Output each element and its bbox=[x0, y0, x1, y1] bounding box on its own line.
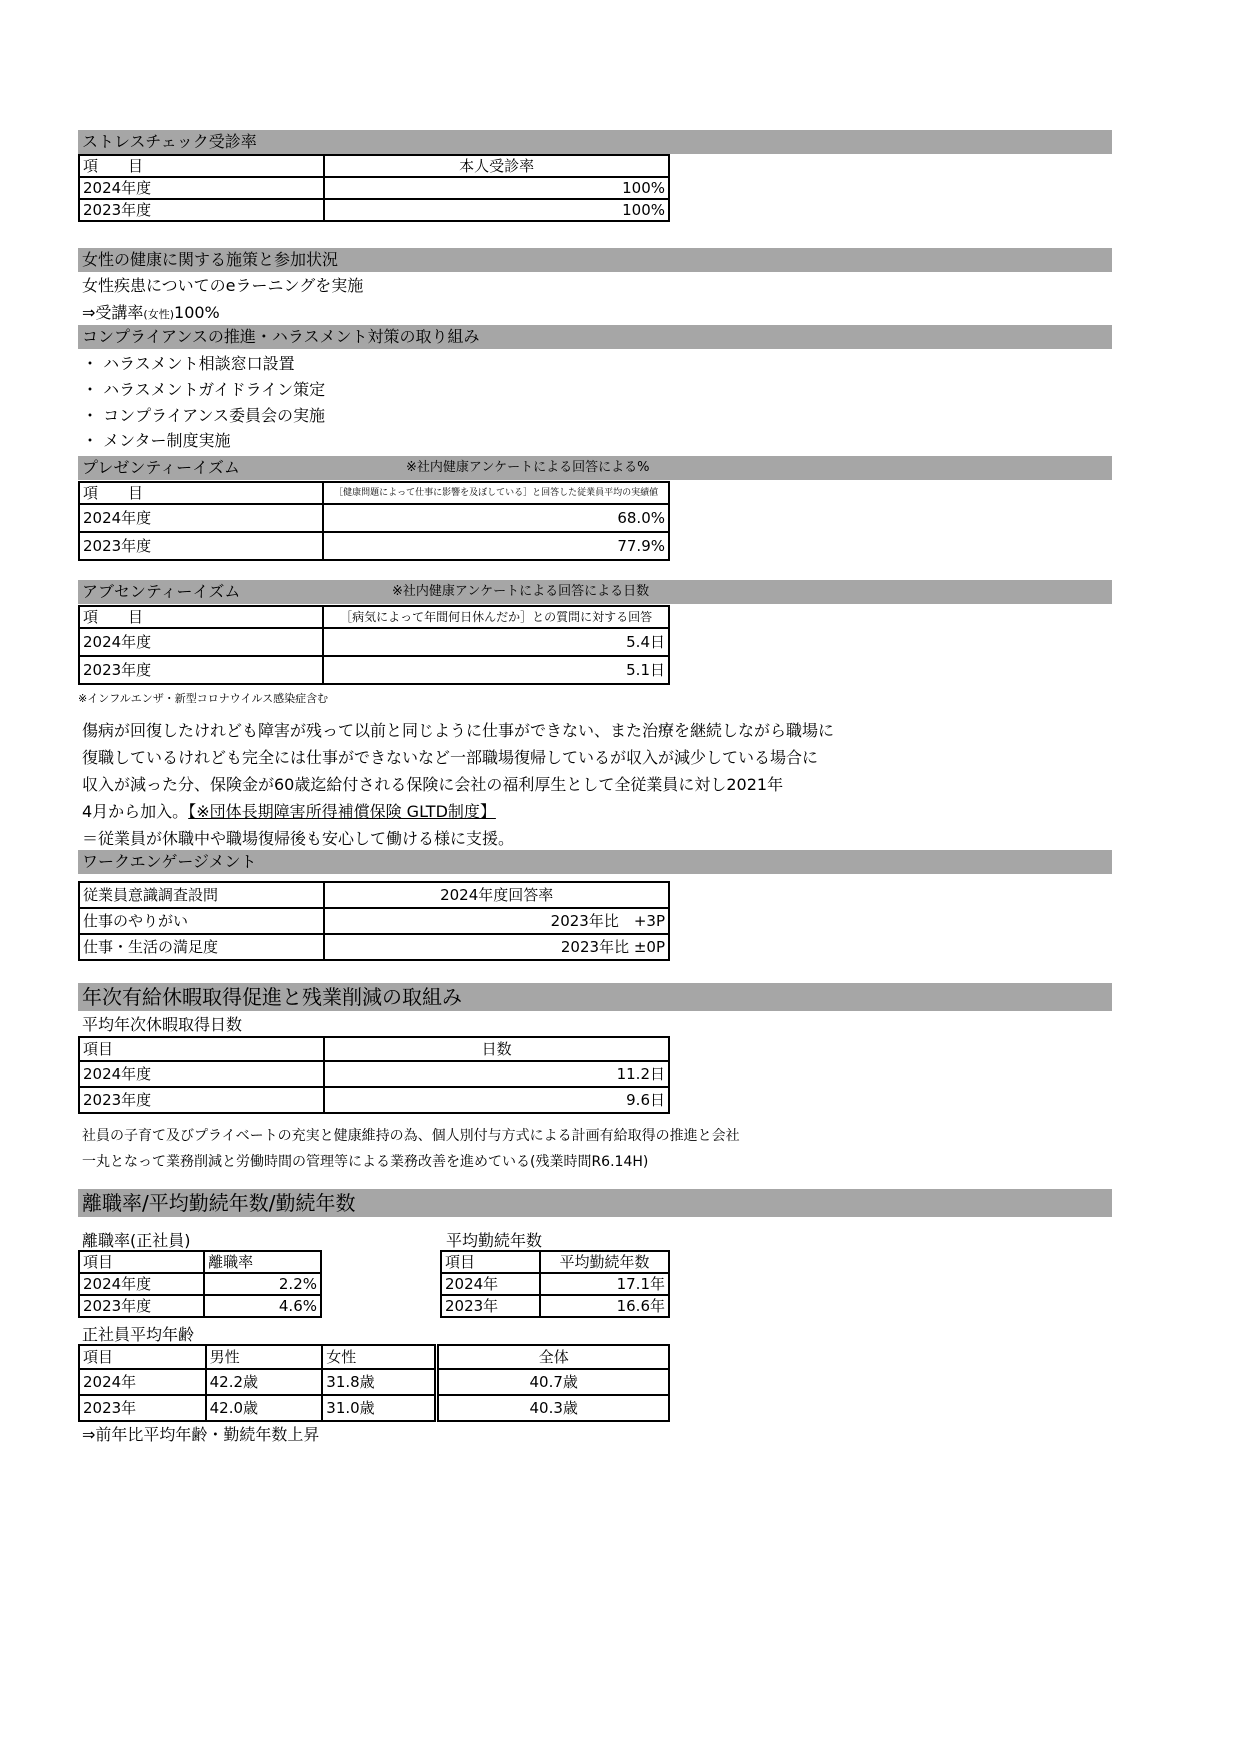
table-cell: 2024年 bbox=[79, 1369, 206, 1395]
table-header-cell: 平均勤続年数 bbox=[540, 1251, 669, 1273]
table-cell: 2024年 bbox=[441, 1273, 540, 1295]
table-cell: 5.4日 bbox=[323, 628, 669, 656]
table-row bbox=[79, 482, 669, 504]
compliance-item: ・ ハラスメントガイドライン策定 bbox=[82, 380, 326, 399]
table-cell: 2023年 bbox=[441, 1295, 540, 1317]
table-cell: 2.2% bbox=[204, 1273, 321, 1295]
tenure-table bbox=[440, 1250, 670, 1318]
table-row bbox=[441, 1295, 669, 1317]
table-row bbox=[79, 1395, 669, 1421]
compliance-item: ・ ハラスメント相談窓口設置 bbox=[82, 354, 295, 373]
engagement-table bbox=[78, 881, 670, 961]
table-header-cell: 項 目 bbox=[79, 155, 324, 177]
table-cell: 2024年度 bbox=[79, 177, 324, 199]
table-cell: 31.8歳 bbox=[322, 1369, 437, 1395]
age-title: 正社員平均年齢 bbox=[82, 1325, 195, 1344]
table-cell: 5.1日 bbox=[323, 656, 669, 684]
table-cell: 仕事のやりがい bbox=[79, 908, 324, 934]
paidleave-table bbox=[78, 1036, 670, 1114]
women-header-text: 女性の健康に関する施策と参加状況 bbox=[82, 250, 339, 269]
women-line-1: 女性疾患についてのeラーニングを実施 bbox=[82, 276, 364, 295]
table-cell: 2023年 bbox=[79, 1395, 206, 1421]
table-row bbox=[79, 532, 669, 560]
table-row bbox=[79, 1087, 669, 1113]
table-cell: 4.6% bbox=[204, 1295, 321, 1317]
table-row bbox=[79, 504, 669, 532]
stress-header-text: ストレスチェック受診率 bbox=[82, 132, 257, 151]
women-line-2 bbox=[82, 300, 220, 327]
paidleave-text-2: 一丸となって業務削減と労働時間の管理等による業務改善を進めている(残業時間R6.14H) bbox=[82, 1154, 649, 1170]
table-row bbox=[79, 628, 669, 656]
table-cell: 11.2日 bbox=[324, 1061, 669, 1087]
presenteeism-note: ※社内健康アンケートによる回答による% bbox=[406, 460, 650, 475]
table-row bbox=[79, 1369, 669, 1395]
table-cell: 2024年度 bbox=[79, 504, 323, 532]
table-header-cell: 日数 bbox=[324, 1037, 669, 1061]
table-row bbox=[79, 1273, 321, 1295]
women-section-header bbox=[78, 248, 1112, 272]
table-cell: 9.6日 bbox=[324, 1087, 669, 1113]
table-cell: 31.0歳 bbox=[322, 1395, 437, 1421]
age-table bbox=[78, 1344, 670, 1422]
table-cell: 17.1年 bbox=[540, 1273, 669, 1295]
gltd-line-2: 復職しているけれども完全には仕事ができないなど一部職場復帰しているが収入が減少している場合に bbox=[82, 748, 819, 767]
table-cell: 2023年度 bbox=[79, 199, 324, 221]
gltd-program-name: 【※団体長期障害所得補償保険 GLTD制度】 bbox=[188, 802, 496, 821]
table-row bbox=[79, 199, 669, 221]
table-row bbox=[79, 882, 669, 908]
gltd-line-5: ＝従業員が休職中や職場復帰後も安心して働ける様に支援。 bbox=[82, 829, 515, 848]
gltd-line-1: 傷病が回復したけれども障害が残って以前と同じように仕事ができない、また治療を継続しながら職場に bbox=[82, 721, 835, 740]
table-row bbox=[79, 1295, 321, 1317]
table-header-cell: 項目 bbox=[79, 1037, 324, 1061]
table-cell: 68.0% bbox=[323, 504, 669, 532]
compliance-item: ・ コンプライアンス委員会の実施 bbox=[82, 406, 326, 425]
table-header-cell: 女性 bbox=[322, 1345, 437, 1369]
table-header-cell: 全体 bbox=[437, 1345, 669, 1369]
table-cell: 2024年度 bbox=[79, 628, 323, 656]
table-row bbox=[79, 1061, 669, 1087]
table-cell: 42.0歳 bbox=[206, 1395, 323, 1421]
absenteeism-header-text: アブセンティーイズム bbox=[82, 582, 241, 601]
table-cell: 40.7歳 bbox=[437, 1369, 669, 1395]
table-row bbox=[79, 177, 669, 199]
tenure-title: 平均勤続年数 bbox=[446, 1231, 543, 1250]
table-row bbox=[441, 1273, 669, 1295]
table-cell: 2024年度 bbox=[79, 1273, 204, 1295]
compliance-section-header bbox=[78, 325, 1112, 349]
turnover-rate-title: 離職率(正社員) bbox=[82, 1231, 191, 1250]
table-row bbox=[79, 656, 669, 684]
table-cell: 2023年比 +3P bbox=[324, 908, 669, 934]
table-header-cell: 項 目 bbox=[79, 482, 323, 504]
engagement-header-text: ワークエンゲージメント bbox=[82, 852, 257, 871]
table-cell: 2023年度 bbox=[79, 1087, 324, 1113]
table-cell: 77.9% bbox=[323, 532, 669, 560]
table-cell: 2023年度 bbox=[79, 532, 323, 560]
gltd-line-4 bbox=[82, 799, 496, 824]
table-row bbox=[79, 1251, 321, 1273]
table-header-cell: 項目 bbox=[441, 1251, 540, 1273]
table-header-cell: 項目 bbox=[79, 1251, 204, 1273]
table-row bbox=[79, 606, 669, 628]
presenteeism-header-text: プレゼンティーイズム bbox=[82, 458, 240, 477]
absenteeism-section-header bbox=[78, 580, 1112, 604]
absenteeism-table bbox=[78, 605, 670, 685]
table-cell: 42.2歳 bbox=[206, 1369, 323, 1395]
compliance-header-text: コンプライアンスの推進・ハラスメント対策の取り組み bbox=[82, 327, 480, 346]
presenteeism-table bbox=[78, 481, 670, 561]
table-header-cell: 男性 bbox=[206, 1345, 323, 1369]
turnover-header-text: 離職率/平均勤続年数/勤続年数 bbox=[82, 1191, 356, 1215]
table-header-cell: 2024年度回答率 bbox=[324, 882, 669, 908]
stress-section-header bbox=[78, 130, 1112, 154]
table-header-cell: 項 目 bbox=[79, 606, 323, 628]
table-row bbox=[79, 908, 669, 934]
stress-table bbox=[78, 154, 670, 222]
absenteeism-note: ※社内健康アンケートによる回答による日数 bbox=[392, 584, 650, 599]
turnover-rate-table bbox=[78, 1250, 322, 1318]
table-cell: 100% bbox=[324, 199, 669, 221]
presenteeism-section-header bbox=[78, 456, 1112, 480]
table-cell: 仕事・生活の満足度 bbox=[79, 934, 324, 960]
table-header-cell: ［健康問題によって仕事に影響を及ぼしている］と回答した従業員平均の実績値 bbox=[323, 482, 669, 504]
table-cell: 16.6年 bbox=[540, 1295, 669, 1317]
table-cell: 100% bbox=[324, 177, 669, 199]
table-cell: 2023年比 ±0P bbox=[324, 934, 669, 960]
table-cell: 2023年度 bbox=[79, 1295, 204, 1317]
women-line-2-small: (女性) bbox=[143, 308, 175, 321]
turnover-section-header bbox=[78, 1189, 1112, 1217]
table-row bbox=[79, 1037, 669, 1061]
paidleave-subtitle: 平均年次休暇取得日数 bbox=[82, 1015, 243, 1034]
turnover-conclusion: ⇒前年比平均年齢・勤続年数上昇 bbox=[82, 1425, 320, 1444]
table-header-cell: 本人受診率 bbox=[324, 155, 669, 177]
table-cell: 2024年度 bbox=[79, 1061, 324, 1087]
table-row bbox=[79, 155, 669, 177]
table-header-cell: 従業員意識調査設問 bbox=[79, 882, 324, 908]
table-row bbox=[79, 1345, 669, 1369]
paidleave-text-1: 社員の子育て及びプライベートの充実と健康維持の為、個人別付与方式による計画有給取得の推進と会社 bbox=[82, 1128, 740, 1144]
table-header-cell: 項目 bbox=[79, 1345, 206, 1369]
table-cell: 40.3歳 bbox=[437, 1395, 669, 1421]
table-cell: 2023年度 bbox=[79, 656, 323, 684]
gltd-line-4-prefix: 4月から加入。 bbox=[82, 802, 189, 821]
paidleave-section-header bbox=[78, 983, 1112, 1011]
compliance-item: ・ メンター制度実施 bbox=[82, 431, 231, 450]
table-row bbox=[441, 1251, 669, 1273]
women-line-2-prefix: ⇒受講率 bbox=[82, 303, 144, 322]
table-row bbox=[79, 934, 669, 960]
gltd-line-3: 収入が減った分、保険金が60歳迄給付される保険に会社の福利厚生として全従業員に対し2021年 bbox=[82, 775, 784, 794]
women-line-2-value: 100% bbox=[174, 303, 220, 322]
engagement-section-header bbox=[78, 850, 1112, 874]
absenteeism-footnote: ※インフルエンザ・新型コロナウイルス感染症含む bbox=[78, 692, 329, 705]
paidleave-header-text: 年次有給休暇取得促進と残業削減の取組み bbox=[82, 985, 462, 1009]
table-header-cell: 離職率 bbox=[204, 1251, 321, 1273]
table-header-cell: ［病気によって年間何日休んだか］との質問に対する回答 bbox=[323, 606, 669, 628]
